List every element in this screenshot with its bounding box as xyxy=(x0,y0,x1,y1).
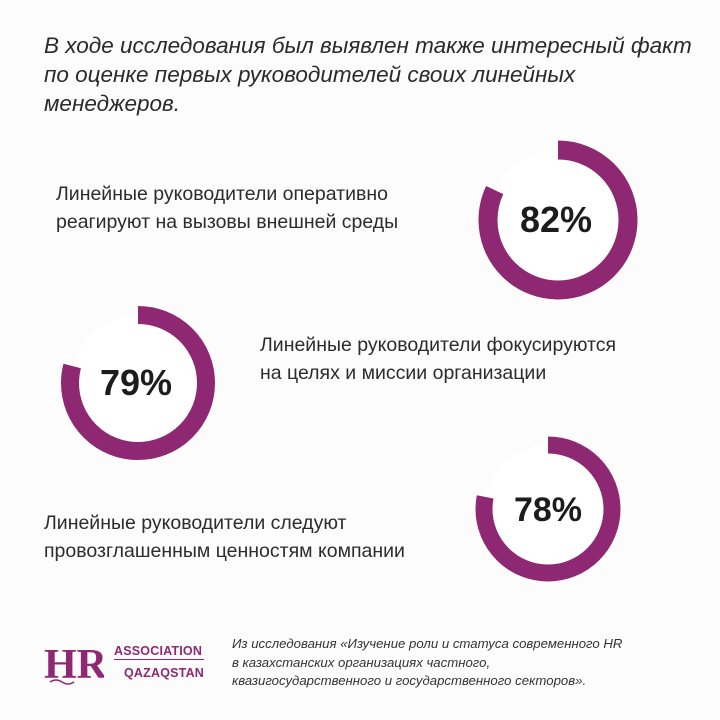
stat-3-line-2: провозглашенным ценностям компании xyxy=(44,540,405,562)
stat-2-value: 79% xyxy=(99,362,173,403)
stat-1-ring xyxy=(478,140,638,300)
source-note xyxy=(232,635,702,691)
logo-line-2: QAZAQSTAN xyxy=(124,666,205,680)
stat-1-line-2: реагируют на вызовы внешней среды xyxy=(56,211,399,233)
stat-1-line-1: Линейные руководители оперативно xyxy=(56,183,388,205)
stat-3-line-1: Линейные руководители следуют xyxy=(44,512,347,534)
stat-1-text xyxy=(56,180,398,236)
stat-3-ring xyxy=(474,435,622,583)
source-note-line-2: в казахстанских организациях частного, xyxy=(232,654,491,670)
hr-logo-mark-text: HR xyxy=(44,642,104,686)
stat-3-text xyxy=(44,509,405,565)
source-note-line-3: квазигосударственного и государственного секторов». xyxy=(232,673,587,688)
hr-logo-mark xyxy=(44,640,104,686)
stat-2-ring xyxy=(60,305,216,461)
stat-2-text xyxy=(260,331,616,387)
stat-1-value: 82% xyxy=(519,199,593,240)
stat-2-line-2: на целях и миссии организации xyxy=(260,362,547,384)
intro-text: В ходе исследования был выявлен также интересный факт по оценке первых руководителей своих линейных менеджеров. xyxy=(44,33,692,116)
logo-wordmark xyxy=(114,644,204,680)
source-note-line-1: Из исследования «Изучение роли и статуса современного HR xyxy=(232,636,623,651)
hr-association-logo xyxy=(44,640,205,691)
stat-3-value: 78% xyxy=(513,491,583,529)
logo-line-1: ASSOCIATION xyxy=(114,644,203,658)
stat-2-line-1: Линейные руководители фокусируются xyxy=(260,334,617,356)
